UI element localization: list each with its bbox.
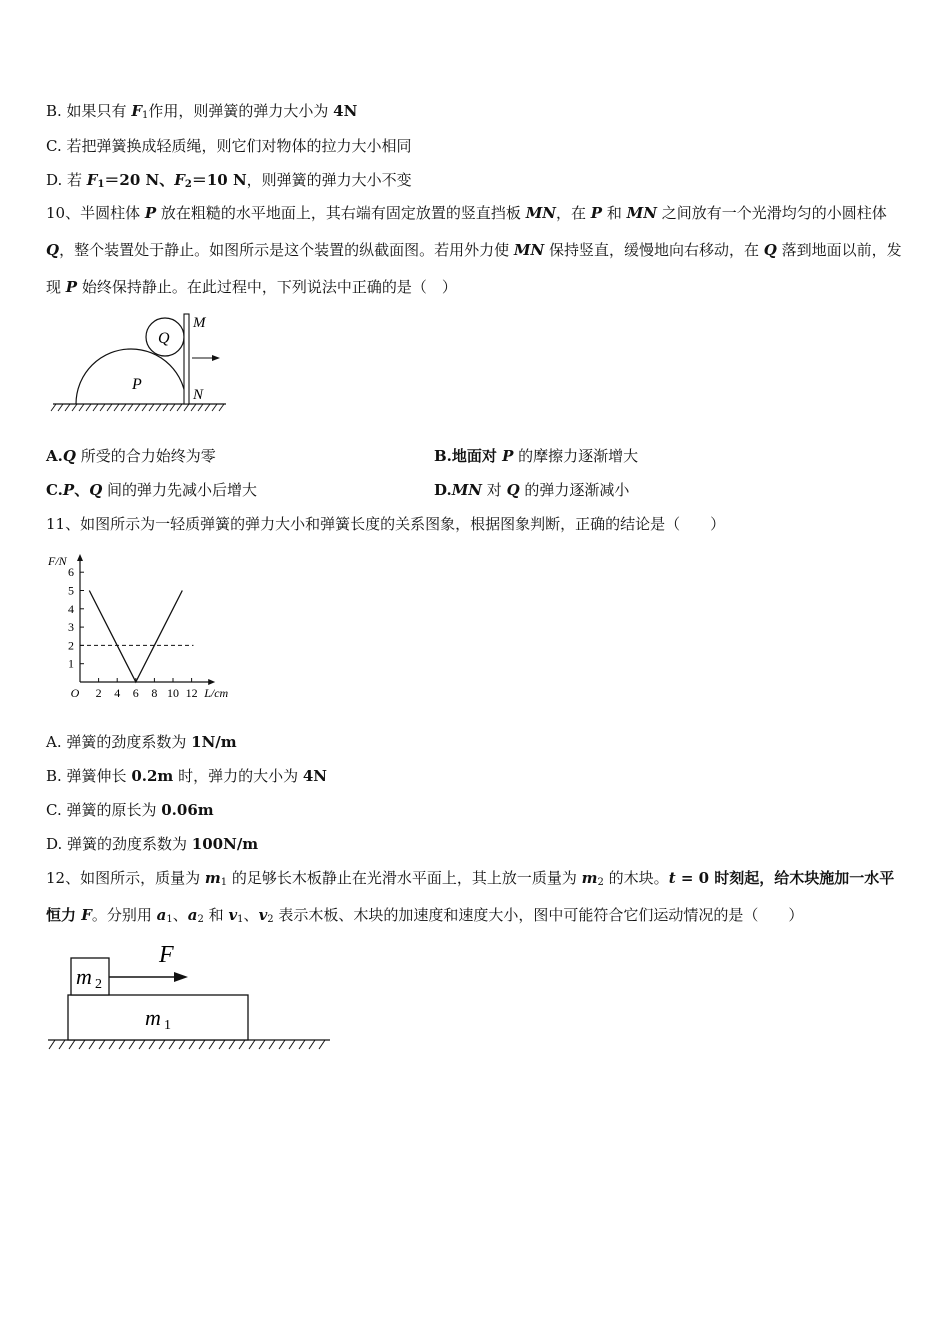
x-tick-label: 4 [114,686,121,700]
q10-option-c: C.P、Q 间的弹力先减小后增大 [46,481,258,499]
q12-label-sub-bottom: 1 [164,1018,171,1033]
q12-figure [46,940,336,1055]
q10-option-a: A.Q 所受的合力始终为零 [46,447,216,465]
q10-option-b: B.地面对 P 的摩擦力逐渐增大 [434,447,639,465]
q12-label-f: F [159,942,174,968]
q10-label-m: M [193,315,206,331]
x-axis-label: L/cm [204,686,229,700]
x-tick-label: 12 [185,686,198,700]
x-tick-label: 6 [132,686,139,700]
q11-stem: 11、如图所示为一轻质弹簧的弹力大小和弹簧长度的关系图象，根据图象判断，正确的结论是（ ） [46,515,726,533]
q12-label-sub-top: 2 [95,977,102,992]
y-axis-label: F/N [48,554,67,569]
y-tick-label: 1 [68,656,74,671]
q10-label-p: P [132,376,142,393]
q10-label-n: N [193,387,204,403]
q11-chart [44,544,244,706]
origin-label: O [70,686,80,700]
y-tick-label: 2 [68,638,74,653]
y-axis-arrow [77,554,83,561]
q11-option-b: B. 弹簧伸长 0.2m 时，弹力的大小为 4N [46,767,327,785]
q10-stem: 10、半圆柱体 P 放在粗糙的水平地面上，其右端有固定放置的竖直挡板 MN，在 P 和 MN 之间放有一个光滑均匀的小圆柱体 Q，整个装置处于静止。如图所示是这个装置的纵截面图。若用外力使 MN 保持竖直，缓慢地向右移动，在 Q 落到地面以前，发现 P 始终保持静止。在此过程中，下列说法中正确的是（ ） [46,204,902,296]
q10-option-d: D.MN 对 Q 的弹力逐渐减小 [434,481,630,499]
y-tick-label: 3 [68,620,74,635]
q9-option-d: D. 若 $F_1=20$ N、$F_2=10$ N，则弹簧的弹力大小不变 [46,171,412,190]
q9-option-b: B. 如果只有 $F_1$作用，则弹簧的弹力大小为 4N [46,102,358,121]
q12-label-m-bottom: m [145,1005,161,1030]
x-axis-arrow [208,679,215,685]
x-tick-label: 8 [151,686,158,700]
series-line-0 [89,591,182,683]
y-tick-label: 5 [68,583,74,598]
q10-label-q: Q [158,330,170,347]
q10-figure [50,310,230,415]
x-tick-label: 2 [95,686,102,700]
q11-option-d: D. 弹簧的劲度系数为 100N/m [46,835,259,853]
q11-option-a: A. 弹簧的劲度系数为 1N/m [46,733,237,751]
q12-stem: 12、如图所示，质量为 $m_1$ 的足够长木板静止在光滑水平面上，其上放一质量为 $m_2$ 的木块。t = 0 时刻起，给木块施加一水平恒力 F。分别用 $a_1$、$a_2$ 和 $v_1$、$v_2$ 表示木板、木块的加速度和速度大小，图中可能符合它们运动情况的是（ ） [46,869,895,925]
x-tick-label: 10 [167,686,179,700]
y-tick-label: 4 [68,601,74,616]
q11-option-c: C. 弹簧的原长为 0.06m [46,801,214,819]
q9-option-c: C. 若把弹簧换成轻质绳，则它们对物体的拉力大小相同 [46,137,412,155]
y-tick-label: 6 [68,565,74,580]
q12-label-m-top: m [76,964,92,989]
